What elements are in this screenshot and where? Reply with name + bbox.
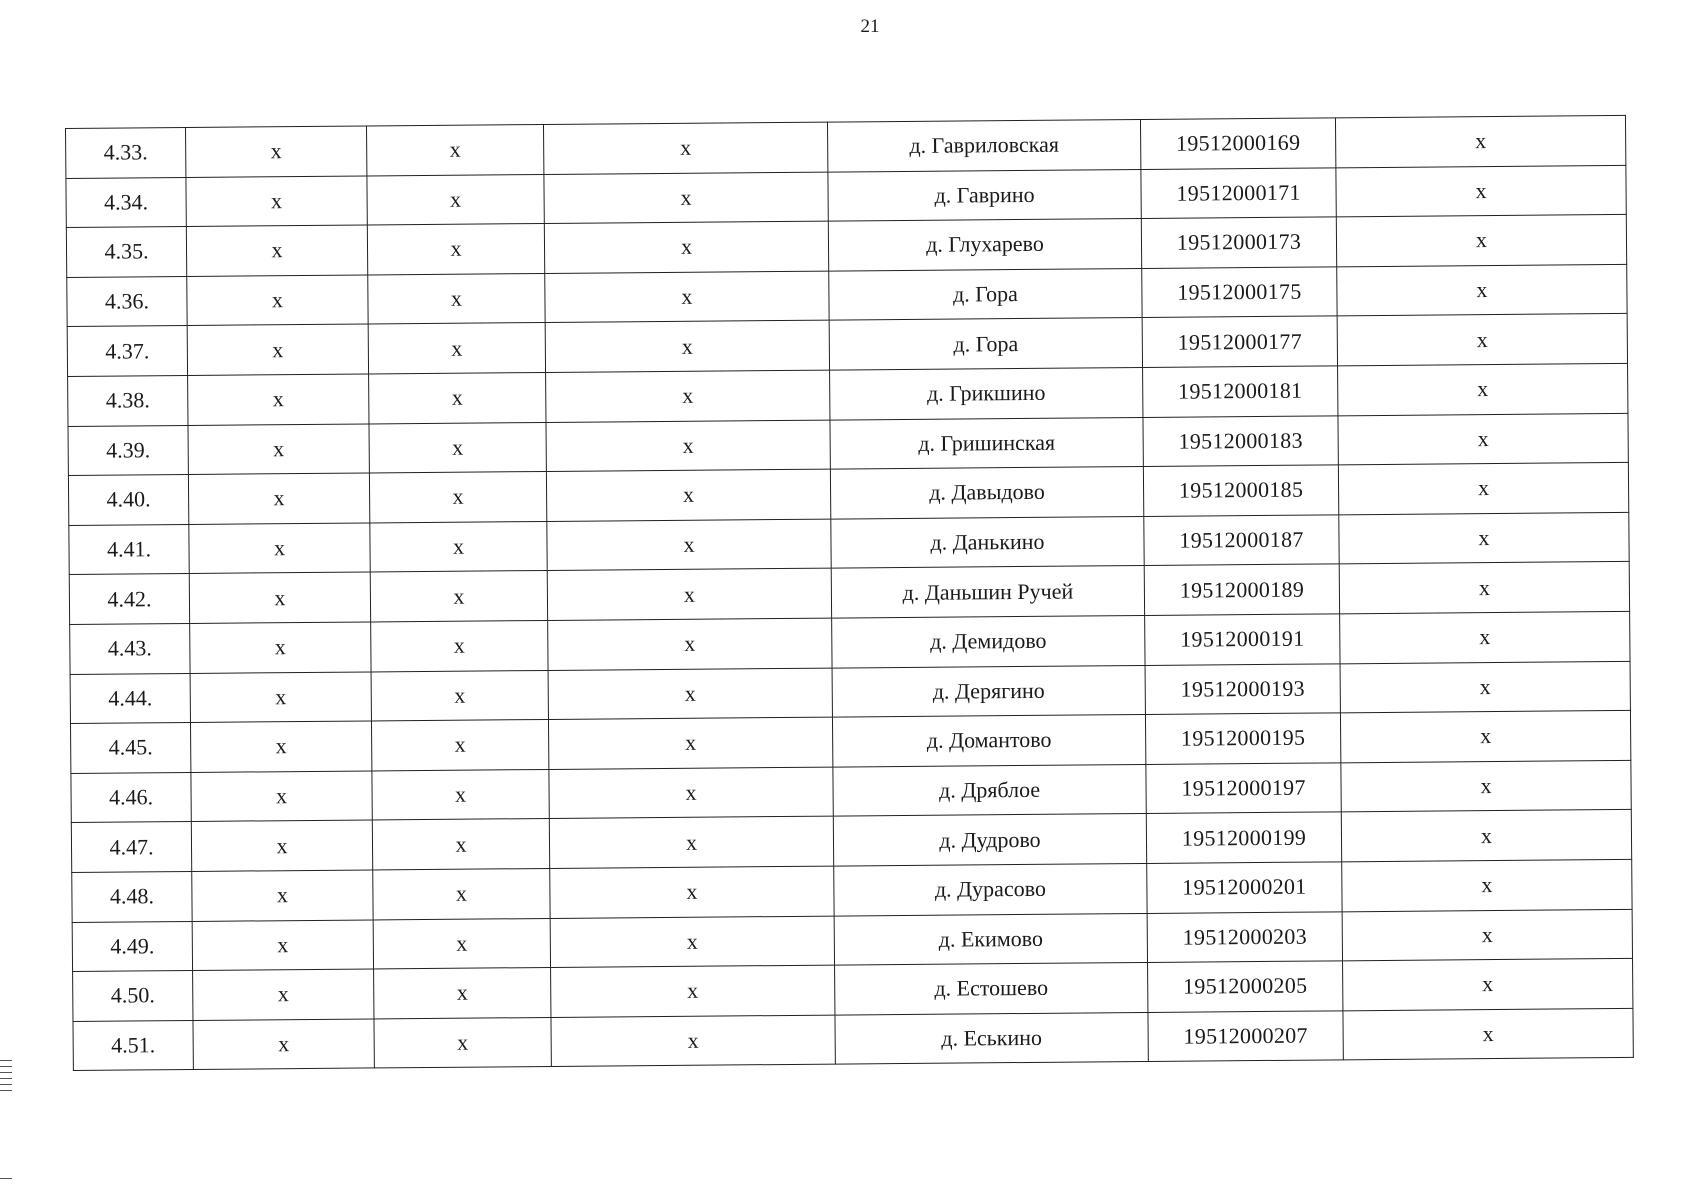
cell-x: х [547, 568, 831, 620]
cell-x: х [1336, 165, 1626, 217]
oktmo-code-cell: 19512000181 [1143, 366, 1338, 417]
cell-x: х [550, 866, 834, 918]
cell-x: х [1338, 463, 1628, 515]
cell-x: х [373, 918, 550, 969]
settlement-name-cell: д. Еськино [835, 1012, 1148, 1064]
oktmo-code-cell: 19512000175 [1142, 267, 1337, 318]
cell-x: х [551, 965, 835, 1017]
oktmo-code-cell: 19512000195 [1145, 713, 1340, 764]
oktmo-code-cell: 19512000193 [1145, 663, 1340, 714]
cell-x: х [372, 769, 549, 820]
cell-x: х [189, 572, 370, 623]
row-number-cell: 4.33. [66, 127, 186, 178]
row-number-cell: 4.37. [67, 326, 187, 377]
settlement-name-cell: д. Гавриловская [827, 119, 1140, 171]
row-number-cell: 4.40. [68, 475, 188, 526]
cell-x: х [192, 919, 373, 970]
cell-x: х [545, 320, 829, 372]
oktmo-code-cell: 19512000169 [1140, 118, 1335, 169]
cell-x: х [544, 221, 828, 273]
cell-x: х [1335, 115, 1625, 167]
cell-x: х [1337, 314, 1627, 366]
settlement-name-cell: д. Домантово [832, 715, 1145, 767]
cell-x: х [366, 124, 543, 175]
cell-x: х [1338, 413, 1628, 465]
cell-x: х [548, 717, 832, 769]
settlement-name-cell: д. Естошево [835, 963, 1148, 1015]
oktmo-code-cell: 19512000171 [1141, 167, 1336, 218]
cell-x: х [185, 126, 366, 177]
row-number-cell: 4.47. [71, 822, 191, 873]
settlements-table-container [65, 115, 1633, 1071]
row-number-cell: 4.36. [67, 276, 187, 327]
cell-x: х [1337, 264, 1627, 316]
settlements-table [65, 115, 1634, 1071]
settlement-name-cell: д. Грикшино [830, 367, 1143, 419]
cell-x: х [369, 472, 546, 523]
settlement-name-cell: д. Давыдово [830, 467, 1143, 519]
cell-x: х [1340, 711, 1630, 763]
cell-x: х [367, 174, 544, 225]
margin-marks [0, 1060, 12, 1096]
cell-x: х [190, 721, 371, 772]
cell-x: х [1341, 760, 1631, 812]
cell-x: х [549, 767, 833, 819]
cell-x: х [367, 224, 544, 275]
cell-x: х [1339, 512, 1629, 564]
row-number-cell: 4.44. [70, 673, 190, 724]
cell-x: х [193, 969, 374, 1020]
cell-x: х [371, 720, 548, 771]
oktmo-code-cell: 19512000189 [1144, 564, 1339, 615]
cell-x: х [190, 622, 371, 673]
cell-x: х [369, 422, 546, 473]
cell-x: х [370, 521, 547, 572]
row-number-cell: 4.38. [68, 375, 188, 426]
cell-x: х [371, 620, 548, 671]
cell-x: х [188, 374, 369, 425]
row-number-cell: 4.43. [70, 623, 190, 674]
settlement-name-cell: д. Дерягино [832, 665, 1145, 717]
cell-x: х [193, 1019, 374, 1070]
cell-x: х [1342, 859, 1632, 911]
cell-x: х [373, 868, 550, 919]
settlement-name-cell: д. Гришинская [830, 417, 1143, 469]
cell-x: х [1342, 909, 1632, 961]
cell-x: х [1336, 215, 1626, 267]
cell-x: х [544, 172, 828, 224]
cell-x: х [191, 771, 372, 822]
cell-x: х [548, 668, 832, 720]
cell-x: х [186, 176, 367, 227]
oktmo-code-cell: 19512000183 [1143, 415, 1338, 466]
oktmo-code-cell: 19512000185 [1143, 465, 1338, 516]
cell-x: х [1338, 363, 1628, 415]
row-number-cell: 4.51. [73, 1020, 193, 1071]
oktmo-code-cell: 19512000207 [1148, 1011, 1343, 1062]
cell-x: х [370, 571, 547, 622]
settlement-name-cell: д. Гора [829, 318, 1142, 370]
settlement-name-cell: д. Данькино [831, 516, 1144, 568]
cell-x: х [1339, 562, 1629, 614]
settlement-name-cell: д. Дряблое [833, 764, 1146, 816]
oktmo-code-cell: 19512000201 [1147, 862, 1342, 913]
row-number-cell: 4.35. [66, 227, 186, 278]
oktmo-code-cell: 19512000191 [1145, 614, 1340, 665]
cell-x: х [550, 916, 834, 968]
table-body [66, 115, 1634, 1070]
oktmo-code-cell: 19512000197 [1146, 763, 1341, 814]
settlement-name-cell: д. Глухарево [828, 219, 1141, 271]
row-number-cell: 4.42. [69, 574, 189, 625]
row-number-cell: 4.45. [70, 723, 190, 774]
cell-x: х [369, 372, 546, 423]
row-number-cell: 4.41. [69, 524, 189, 575]
cell-x: х [549, 816, 833, 868]
cell-x: х [374, 968, 551, 1019]
cell-x: х [192, 870, 373, 921]
settlement-name-cell: д. Гаврино [828, 169, 1141, 221]
cell-x: х [547, 519, 831, 571]
cell-x: х [187, 275, 368, 326]
cell-x: х [371, 670, 548, 721]
cell-x: х [551, 1015, 835, 1067]
cell-x: х [546, 420, 830, 472]
cell-x: х [548, 618, 832, 670]
oktmo-code-cell: 19512000177 [1142, 316, 1337, 367]
row-number-cell: 4.49. [72, 921, 192, 972]
settlement-name-cell: д. Демидово [832, 615, 1145, 667]
cell-x: х [186, 225, 367, 276]
cell-x: х [543, 122, 827, 174]
cell-x: х [372, 819, 549, 870]
row-number-cell: 4.46. [71, 772, 191, 823]
row-number-cell: 4.34. [66, 177, 186, 228]
settlement-name-cell: д. Даньшин Ручей [831, 566, 1144, 618]
cell-x: х [1341, 810, 1631, 862]
page-number: 21 [860, 16, 880, 37]
cell-x: х [546, 469, 830, 521]
cell-x: х [1343, 1008, 1633, 1060]
oktmo-code-cell: 19512000173 [1141, 217, 1336, 268]
cell-x: х [1340, 611, 1630, 663]
oktmo-code-cell: 19512000203 [1147, 911, 1342, 962]
cell-x: х [374, 1017, 551, 1068]
row-number-cell: 4.50. [73, 971, 193, 1022]
margin-tick [0, 1178, 12, 1179]
cell-x: х [546, 370, 830, 422]
cell-x: х [189, 523, 370, 574]
cell-x: х [188, 424, 369, 475]
settlement-name-cell: д. Дурасово [834, 863, 1147, 915]
oktmo-code-cell: 19512000187 [1144, 515, 1339, 566]
oktmo-code-cell: 19512000205 [1148, 961, 1343, 1012]
cell-x: х [188, 473, 369, 524]
cell-x: х [187, 324, 368, 375]
oktmo-code-cell: 19512000199 [1146, 812, 1341, 863]
cell-x: х [1343, 958, 1633, 1010]
cell-x: х [191, 820, 372, 871]
row-number-cell: 4.39. [68, 425, 188, 476]
cell-x: х [368, 273, 545, 324]
row-number-cell: 4.48. [72, 871, 192, 922]
settlement-name-cell: д. Гора [829, 268, 1142, 320]
cell-x: х [545, 271, 829, 323]
cell-x: х [190, 671, 371, 722]
cell-x: х [1340, 661, 1630, 713]
settlement-name-cell: д. Дудрово [833, 814, 1146, 866]
settlement-name-cell: д. Екимово [834, 913, 1147, 965]
cell-x: х [368, 323, 545, 374]
